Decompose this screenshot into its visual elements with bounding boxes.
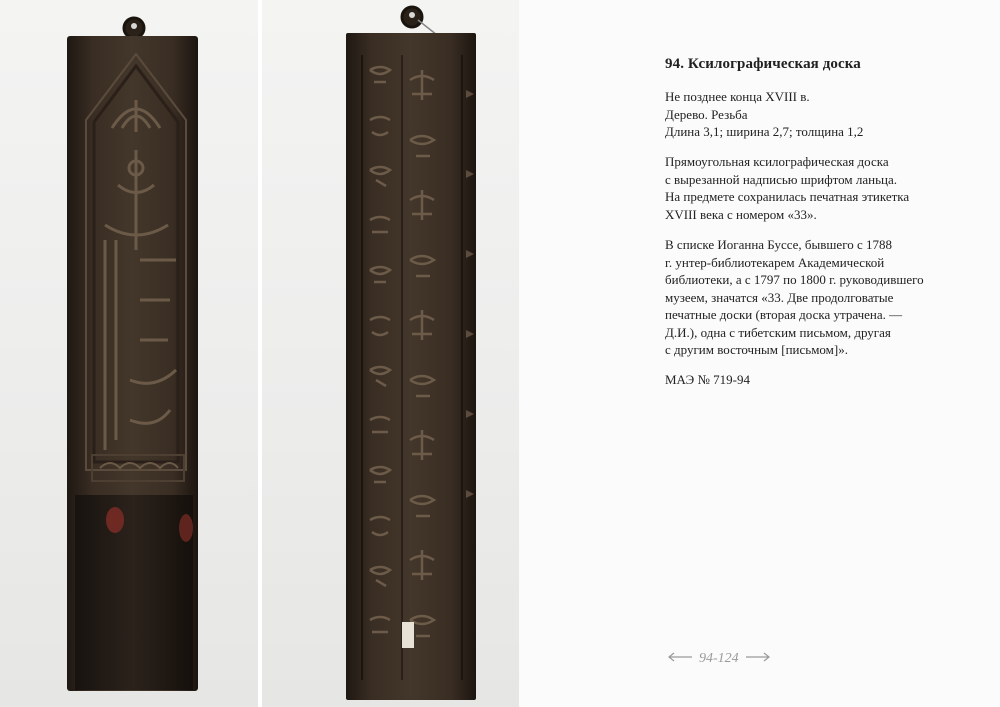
catalog-entry-title: 94. Ксилографическая доска [665, 56, 861, 72]
photo-board-front [0, 0, 258, 707]
left-arrow-icon[interactable] [667, 650, 693, 667]
woodblock-back-image [262, 0, 519, 707]
photo-board-back [262, 0, 519, 707]
right-arrow-icon[interactable] [745, 650, 771, 667]
page-navigator [667, 650, 787, 667]
page-range-label: 94-124 [699, 650, 739, 666]
woodblock-front-image [0, 0, 258, 707]
catalog-entry-provenance: В списке Иоганна Буссе, бывшего с 1788 г. унтер-библиотекарем Академической библиотеки, а с 1797 по 1800 г. руководившего музеем, значатся «33. Две продолговатые печатные доски (вторая доска утрачена. — Д.И.), одна с тибетским письмом, другая с другим восточным [письмом]». [665, 237, 924, 357]
catalog-entry-inventory-number: МАЭ № 719-94 [665, 372, 750, 387]
catalog-entry-meta: Не позднее конца XVIII в. Дерево. Резьба Длина 3,1; ширина 2,7; толщина 1,2 [665, 89, 864, 139]
catalog-entry-description: Прямоугольная ксилографическая доска с вырезанной надписью шрифтом ланьца. На предмете сохранилась печатная этикетка XVIII века с номером «33». [665, 154, 910, 222]
